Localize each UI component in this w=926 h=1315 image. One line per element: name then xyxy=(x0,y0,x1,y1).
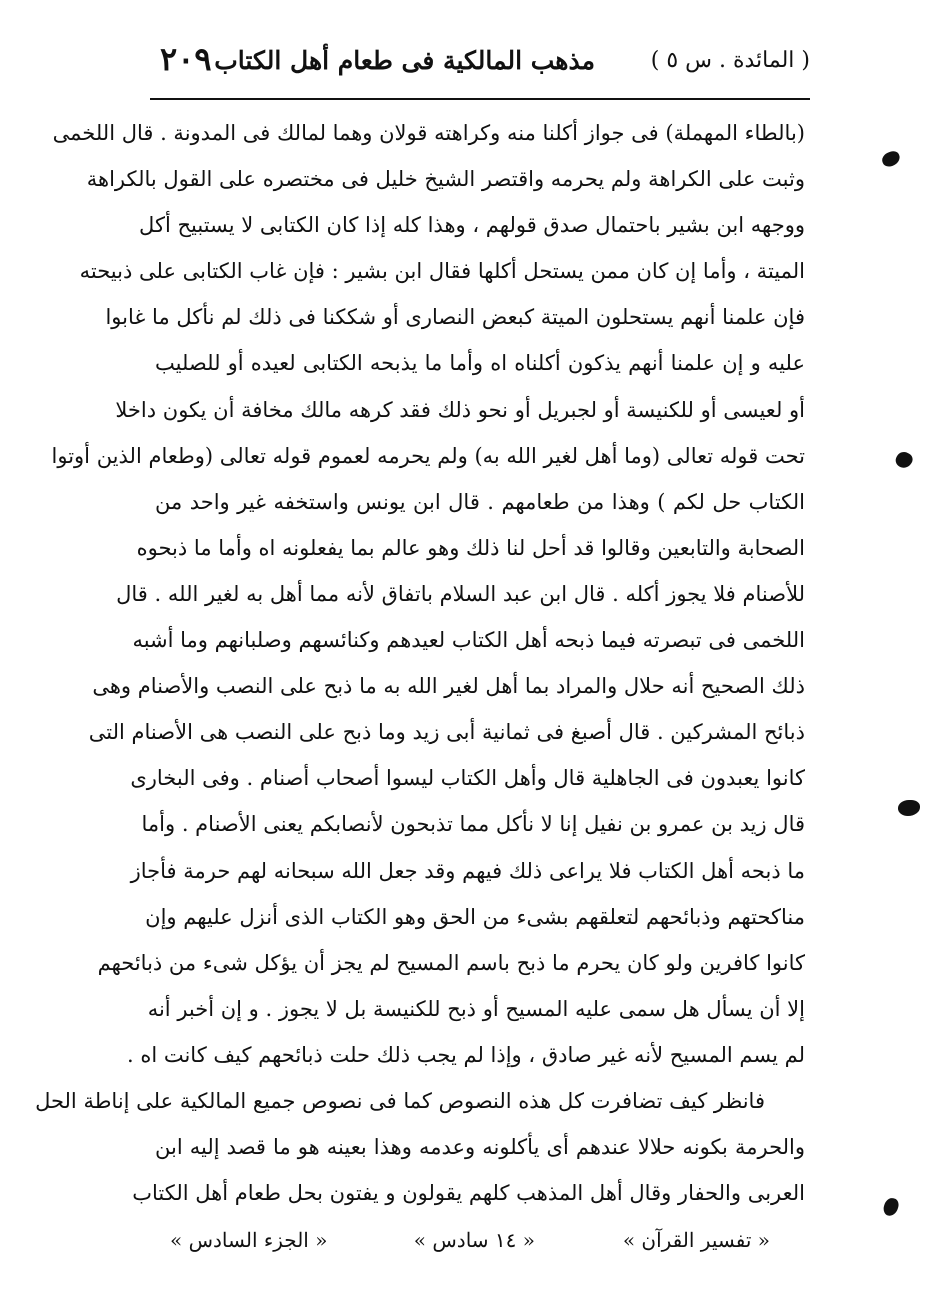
body-text xyxy=(35,110,805,1216)
text-line: كانوا كافرين ولو كان يحرم ما ذبح باسم المسيح لم يجز أن يؤكل شىء من ذبائحهم xyxy=(97,950,805,975)
text-line: فإن علمنا أنهم يستحلون الميتة كبعض النصارى أو شككنا فى ذلك لم نأكل ما غابوا xyxy=(105,305,805,330)
text-line: عليه و إن علمنا أنهم يذكون أكلناه اه وأما ما يذبحه الكتابى لعيده أو للصليب xyxy=(155,351,805,376)
text-line: قال زيد بن عمرو بن نفيل إنا لا نأكل مما تذبحون لأنصابكم يعنى الأصنام . وأما xyxy=(141,812,805,837)
text-line: ذلك الصحيح أنه حلال والمراد بما أهل لغير الله به ما ذبح على النصب والأصنام وهى xyxy=(92,674,805,699)
text-line: الميتة ، وأما إن كان ممن يستحل أكلها فقال ابن بشير : فإن غاب الكتابى على ذبيحته xyxy=(79,259,805,284)
text-line: للأصنام فلا يجوز أكله . قال ابن عبد السلام باتفاق لأنه مما أهل به لغير الله . قال xyxy=(116,581,805,606)
text-line: اللخمى فى تبصرته فيما ذبحه أهل الكتاب لعيدهم وكنائسهم وصلبانهم وما أشبه xyxy=(132,628,805,653)
text-line: ما ذبحه أهل الكتاب فلا يراعى ذلك فيهم وقد جعل الله سبحانه لهم حرمة فأجاز xyxy=(130,858,805,883)
running-title: مذهب المالكية فى طعام أهل الكتاب xyxy=(214,46,595,75)
text-line: مناكحتهم وذبائحهم لتعلقهم بشىء من الحق وهو الكتاب الذى أنزل عليهم وإن xyxy=(145,904,805,929)
margin-mark xyxy=(893,449,915,471)
footer-volume: « الجزء السادس » xyxy=(170,1228,328,1252)
margin-mark xyxy=(882,1196,900,1217)
text-line: ذبائح المشركين . قال أصبغ فى ثمانية أبى زيد وما ذبح على النصب هى الأصنام التى xyxy=(88,720,805,745)
text-line: إلا أن يسأل هل سمى عليه المسيح أو ذبح للكنيسة بل لا يجوز . و إن أخبر أنه xyxy=(147,996,805,1021)
text-line: الكتاب حل لكم ) وهذا من طعامهم . قال ابن يونس واستخفه غير واحد من xyxy=(155,489,805,514)
text-line: فانظر كيف تضافرت كل هذه النصوص كما فى نصوص جميع المالكية على إناطة الحل xyxy=(35,1088,765,1113)
footer-book-title: « تفسير القرآن » xyxy=(622,1228,770,1252)
text-line: لم يسم المسيح لأنه غير صادق ، وإذا لم يجب ذلك حلت ذبائحهم كيف كانت اه . xyxy=(126,1042,805,1067)
header-rule xyxy=(150,98,810,100)
page-number: ٢٠٩ xyxy=(160,40,212,78)
chapter-reference: ( المائدة . س ٥ ) xyxy=(650,48,810,73)
margin-mark xyxy=(898,800,920,816)
footer-signature: « ١٤ سادس » xyxy=(413,1228,535,1252)
text-line: العربى والحفار وقال أهل المذهب كلهم يقولون و يفتون بحل طعام أهل الكتاب xyxy=(132,1181,805,1206)
text-line: وثبت على الكراهة ولم يحرمه واقتصر الشيخ خليل فى مختصره على القول بالكراهة xyxy=(86,167,805,192)
footer xyxy=(170,1228,770,1264)
text-line: تحت قوله تعالى (وما أهل لغير الله به) ولم يحرمه لعموم قوله تعالى (وطعام الذين أوتوا xyxy=(51,443,805,468)
text-line: والحرمة بكونه حلالا عندهم أى يأكلونه وعدمه وهذا بعينه هو ما قصد إليه ابن xyxy=(155,1135,805,1160)
text-line: ووجهه ابن بشير باحتمال صدق قولهم ، وهذا كله إذا كان الكتابى لا يستبيح أكل xyxy=(139,213,805,238)
text-line: كانوا يعبدون فى الجاهلية قال وأهل الكتاب ليسوا أصحاب أصنام . وفى البخارى xyxy=(130,766,805,791)
running-header xyxy=(150,40,810,88)
text-line: أو لعيسى أو للكنيسة أو لجبريل أو نحو ذلك فقد كرهه مالك مخافة أن يكون داخلا xyxy=(115,397,805,422)
text-line: الصحابة والتابعين وقالوا قد أحل لنا ذلك وهو عالم بما يفعلونه اه وأما ما ذبحوه xyxy=(136,535,805,560)
text-line: (بالطاء المهملة) فى جواز أكلنا منه وكراهته قولان وهما لمالك فى المدونة . قال اللخمى xyxy=(52,121,805,145)
margin-mark xyxy=(880,149,902,168)
